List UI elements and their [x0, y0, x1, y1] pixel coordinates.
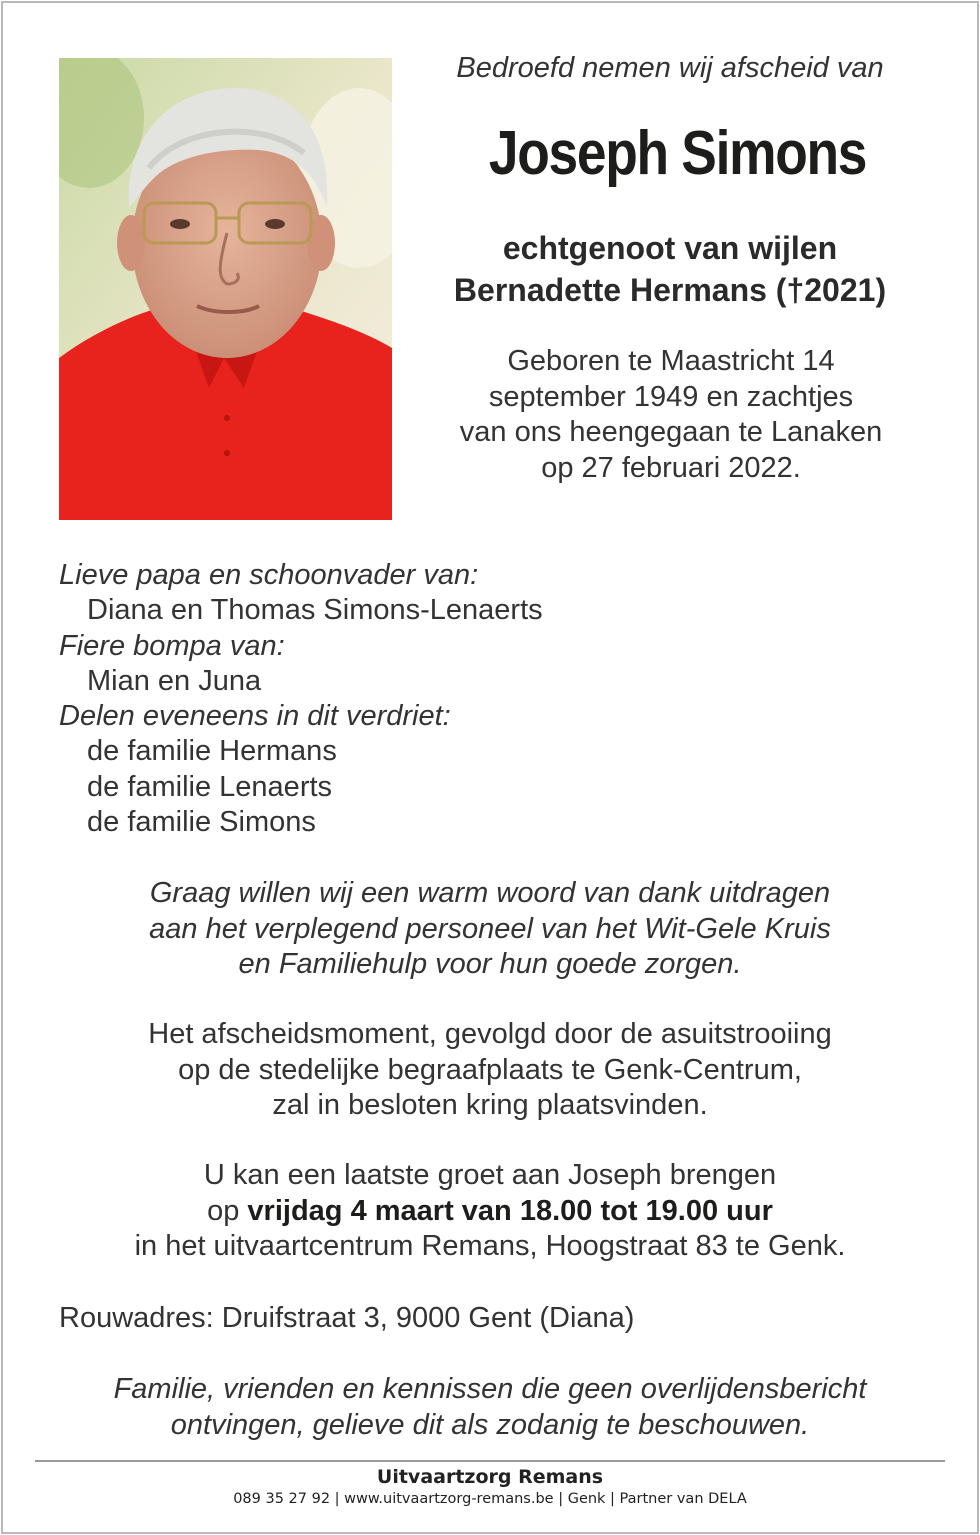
- family-member: de familie Simons: [87, 806, 316, 839]
- family-member: Mian en Juna: [87, 664, 262, 697]
- family-list: [59, 558, 543, 840]
- funeral-home-name: Uitvaartzorg Remans: [376, 1466, 604, 1488]
- mourning-address: Rouwadres: Druifstraat 3, 9000 Gent (Diana): [59, 1302, 635, 1334]
- birth-line: op 27 februari 2022.: [541, 451, 801, 484]
- spouse-name: Bernadette Hermans (†2021): [453, 272, 887, 308]
- birth-line: Geboren te Maastricht 14: [507, 345, 835, 377]
- thanks-line: Graag willen wij een warm woord van dank uitdragen: [149, 877, 831, 909]
- notice-line: ontvingen, gelieve dit als zodanig te beschouwen.: [170, 1408, 810, 1441]
- visit-prefix: op: [207, 1194, 248, 1227]
- notice-message: [0, 1372, 980, 1443]
- farewell-line: zal in besloten kring plaatsvinden.: [272, 1089, 708, 1121]
- family-label: Delen eveneens in dit verdriet:: [59, 700, 451, 733]
- thanks-line: en Familiehulp voor hun goede zorgen.: [238, 948, 742, 980]
- family-member: de familie Hermans: [87, 735, 337, 768]
- spouse-info: [395, 227, 945, 311]
- deceased-name: Joseph Simons: [488, 119, 867, 188]
- family-member: de familie Lenaerts: [87, 770, 333, 803]
- farewell-line: Het afscheidsmoment, gevolgd door de asuitstrooiing: [148, 1018, 832, 1050]
- birth-death-info: [395, 344, 947, 486]
- spouse-line: echtgenoot van wijlen: [502, 230, 838, 266]
- family-member: Diana en Thomas Simons-Lenaerts: [87, 594, 543, 627]
- visit-time: vrijdag 4 maart van 18.00 tot 19.00 uur: [247, 1194, 773, 1227]
- visit-datetime: [0, 1194, 980, 1230]
- family-label: Fiere bompa van:: [59, 629, 285, 662]
- funeral-home-contact: 089 35 27 92 | www.uitvaartzorg-remans.be | Genk | Partner van DELA: [233, 1491, 747, 1507]
- thanks-line: aan het verplegend personeel van het Wit-Gele Kruis: [149, 912, 831, 945]
- thanks-message: [0, 876, 980, 983]
- birth-line: september 1949 en zachtjes: [488, 380, 854, 413]
- farewell-info: [0, 1017, 980, 1124]
- birth-line: van ons heengegaan te Lanaken: [459, 416, 883, 448]
- portrait-photo: [59, 58, 392, 520]
- visit-line: U kan een laatste groet aan Joseph brengen: [203, 1159, 777, 1191]
- visit-location: in het uitvaartcentrum Remans, Hoogstraat 83 te Genk.: [134, 1230, 846, 1262]
- visitation-info: [0, 1158, 980, 1265]
- farewell-line: op de stedelijke begraafplaats te Genk-Centrum,: [178, 1053, 802, 1086]
- footer-divider: [35, 1460, 945, 1462]
- intro-text: Bedroefd nemen wij afscheid van: [456, 52, 884, 84]
- family-label: Lieve papa en schoonvader van:: [59, 559, 479, 591]
- notice-line: Familie, vrienden en kennissen die geen overlijdensbericht: [113, 1373, 867, 1405]
